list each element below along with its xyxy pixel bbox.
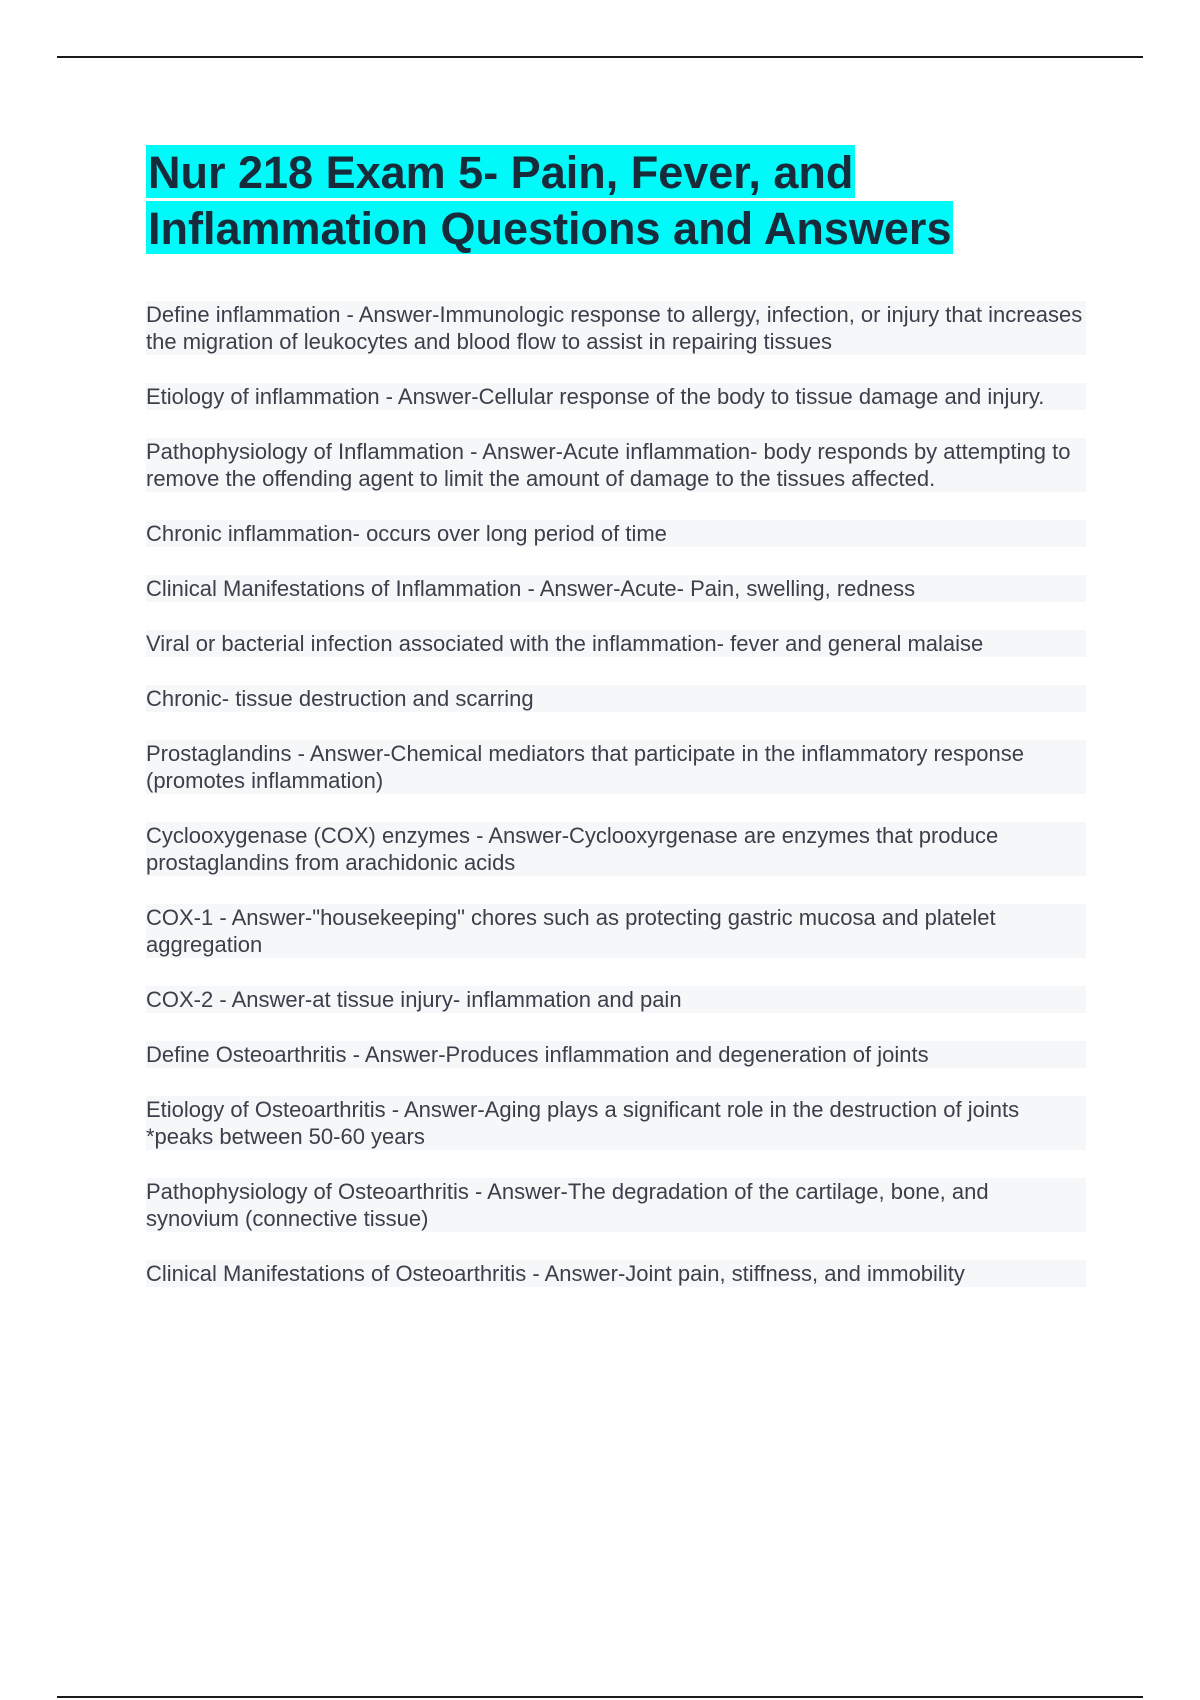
qa-entry: Etiology of inflammation - Answer-Cellular response of the body to tissue damage and injury. xyxy=(146,383,1086,410)
title-line-2: Inflammation Questions and Answers xyxy=(148,203,952,254)
bottom-rule xyxy=(57,1696,1143,1698)
qa-entry: Pathophysiology of Inflammation - Answer-Acute inflammation- body responds by attempting to remove the offending agent to limit the amount of damage to the tissues affected. xyxy=(146,438,1086,492)
title-line-1: Nur 218 Exam 5- Pain, Fever, and xyxy=(148,147,854,198)
document-body xyxy=(146,145,1086,1315)
qa-entry: COX-2 - Answer-at tissue injury- inflammation and pain xyxy=(146,986,1086,1013)
qa-entry: Define inflammation - Answer-Immunologic response to allergy, infection, or injury that increases the migration of leukocytes and blood flow to assist in repairing tissues xyxy=(146,301,1086,355)
qa-list xyxy=(146,301,1086,1287)
qa-entry: Cyclooxygenase (COX) enzymes - Answer-Cyclooxyrgenase are enzymes that produce prostaglandins from arachidonic acids xyxy=(146,822,1086,876)
qa-entry: Viral or bacterial infection associated with the inflammation- fever and general malaise xyxy=(146,630,1086,657)
qa-entry: Clinical Manifestations of Inflammation - Answer-Acute- Pain, swelling, redness xyxy=(146,575,1086,602)
qa-entry: Chronic inflammation- occurs over long period of time xyxy=(146,520,1086,547)
qa-entry: Pathophysiology of Osteoarthritis - Answer-The degradation of the cartilage, bone, and synovium (connective tissue) xyxy=(146,1178,1086,1232)
document-title xyxy=(146,145,1086,257)
qa-entry: Clinical Manifestations of Osteoarthritis - Answer-Joint pain, stiffness, and immobility xyxy=(146,1260,1086,1287)
qa-entry: Chronic- tissue destruction and scarring xyxy=(146,685,1086,712)
qa-entry: Etiology of Osteoarthritis - Answer-Aging plays a significant role in the destruction of joints *peaks between 50-60 years xyxy=(146,1096,1086,1150)
qa-entry: Prostaglandins - Answer-Chemical mediators that participate in the inflammatory response (promotes inflammation) xyxy=(146,740,1086,794)
qa-entry: COX-1 - Answer-"housekeeping" chores such as protecting gastric mucosa and platelet aggregation xyxy=(146,904,1086,958)
qa-entry: Define Osteoarthritis - Answer-Produces inflammation and degeneration of joints xyxy=(146,1041,1086,1068)
top-rule xyxy=(57,56,1143,58)
